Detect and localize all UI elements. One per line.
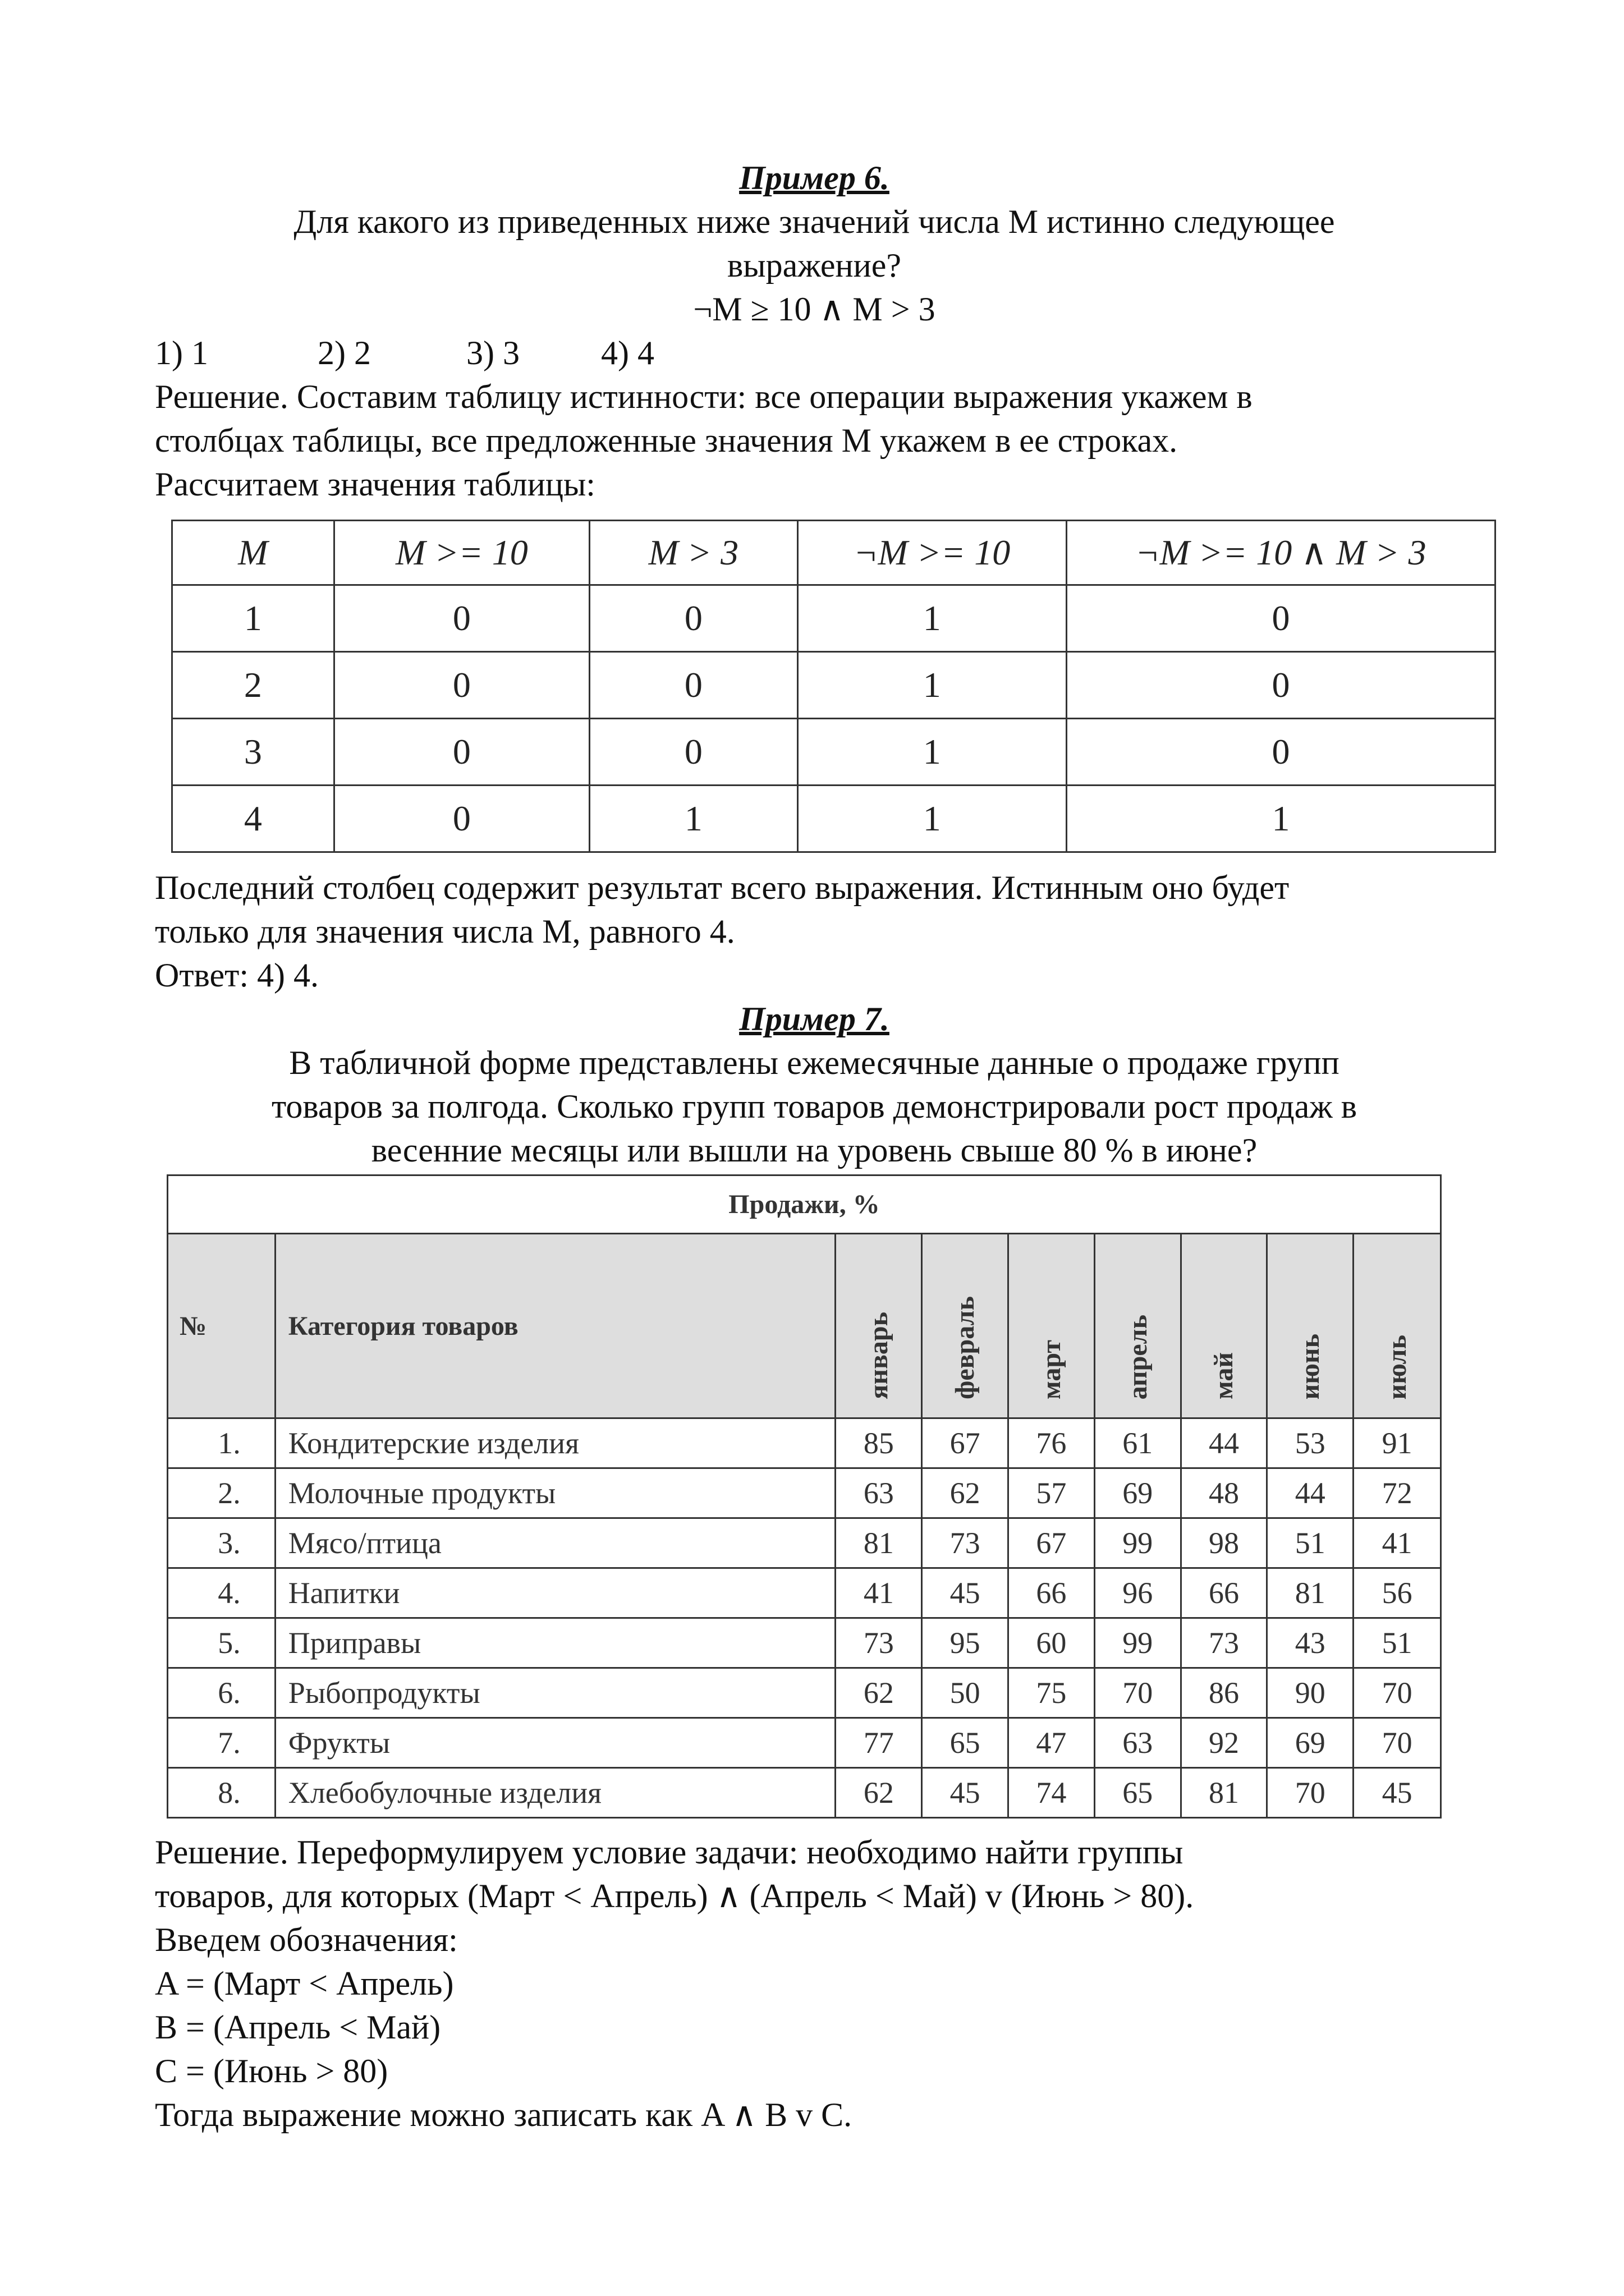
month-label: июнь (1295, 1333, 1325, 1399)
table-cell: 1 (797, 585, 1066, 652)
sales-value: 99 (1094, 1618, 1181, 1668)
sales-value: 61 (1094, 1418, 1181, 1468)
sales-value: 99 (1094, 1518, 1181, 1568)
month-header (1181, 1234, 1267, 1418)
table-cell: 0 (334, 585, 589, 652)
row-number: 1. (168, 1418, 276, 1468)
row-number: 7. (168, 1718, 276, 1768)
sales-value: 65 (1094, 1768, 1181, 1818)
example6-answer: Ответ: 4) 4. (155, 957, 319, 994)
row-number: 5. (168, 1618, 276, 1668)
sales-value: 53 (1267, 1418, 1354, 1468)
sales-value: 48 (1181, 1468, 1267, 1518)
table-cell: 1 (797, 786, 1066, 852)
month-header (1094, 1234, 1181, 1418)
category-name: Напитки (275, 1568, 836, 1618)
table-cell: 0 (334, 652, 589, 719)
sales-table-header-row (168, 1234, 1441, 1418)
table-cell: 0 (1067, 652, 1495, 719)
table-row (168, 1568, 1441, 1618)
sales-value: 45 (922, 1768, 1008, 1818)
sales-table-caption: Продажи, % (168, 1175, 1441, 1234)
sales-value: 98 (1181, 1518, 1267, 1568)
sales-value: 60 (1008, 1618, 1095, 1668)
table-cell: 0 (1067, 585, 1495, 652)
sales-value: 73 (836, 1618, 922, 1668)
sales-value: 45 (922, 1568, 1008, 1618)
sales-value: 63 (1094, 1718, 1181, 1768)
table-row (168, 1618, 1441, 1668)
table-cell: 1 (590, 786, 798, 852)
category-name: Молочные продукты (275, 1468, 836, 1518)
table-cell: 2 (172, 652, 334, 719)
sales-value: 45 (1354, 1768, 1441, 1818)
example6-solution-line3: Рассчитаем значения таблицы: (155, 466, 595, 503)
table-row (168, 1468, 1441, 1518)
table-cell: 1 (797, 719, 1066, 786)
sales-value: 70 (1354, 1668, 1441, 1718)
definition-a: A = (Март < Апрель) (155, 1965, 454, 2002)
truth-table-header: M > 3 (590, 521, 798, 585)
sales-value: 66 (1181, 1568, 1267, 1618)
category-name: Мясо/птица (275, 1518, 836, 1568)
table-row (168, 1768, 1441, 1818)
option-3: 3) 3 (466, 334, 520, 371)
example6-options (155, 331, 1502, 375)
sales-value: 47 (1008, 1718, 1095, 1768)
table-row (168, 1518, 1441, 1568)
sales-value: 43 (1267, 1618, 1354, 1668)
sales-value: 44 (1267, 1468, 1354, 1518)
option-4: 4) 4 (601, 334, 654, 371)
final-expression: Тогда выражение можно записать как A ∧ B v C. (155, 2096, 852, 2133)
table-row (172, 652, 1495, 719)
sales-value: 56 (1354, 1568, 1441, 1618)
row-number: 2. (168, 1468, 276, 1518)
table-row (172, 719, 1495, 786)
example7-solution-line1: Решение. Переформулируем условие задачи: необходимо найти группы (155, 1834, 1183, 1871)
row-number: 4. (168, 1568, 276, 1618)
sales-value: 41 (836, 1568, 922, 1618)
month-header (1267, 1234, 1354, 1418)
sales-value: 81 (1181, 1768, 1267, 1818)
sales-value: 57 (1008, 1468, 1095, 1518)
sales-value: 74 (1008, 1768, 1095, 1818)
month-label: апрель (1122, 1314, 1153, 1399)
example7-question-line2: товаров за полгода. Сколько групп товаров демонстрировали рост продаж в (271, 1088, 1357, 1125)
table-cell: 0 (590, 652, 798, 719)
row-number: 3. (168, 1518, 276, 1568)
sales-value: 65 (922, 1718, 1008, 1768)
sales-value: 81 (836, 1518, 922, 1568)
sales-value: 72 (1354, 1468, 1441, 1518)
option-2: 2) 2 (318, 334, 371, 371)
row-number: 8. (168, 1768, 276, 1818)
example6-solution-line2: столбцах таблицы, все предложенные значения М укажем в ее строках. (155, 422, 1178, 459)
table-cell: 0 (1067, 719, 1495, 786)
truth-table-header: ¬M >= 10 (797, 521, 1066, 585)
month-label: июль (1382, 1334, 1412, 1399)
truth-table-header-row (172, 521, 1495, 585)
sales-value: 50 (922, 1668, 1008, 1718)
sales-value: 69 (1267, 1718, 1354, 1768)
table-cell: 3 (172, 719, 334, 786)
example6-conclusion-line1: Последний столбец содержит результат всего выражения. Истинным оно будет (155, 869, 1290, 906)
table-cell: 1 (1067, 786, 1495, 852)
definition-c: C = (Июнь > 80) (155, 2052, 388, 2090)
sales-value: 62 (836, 1668, 922, 1718)
month-header (922, 1234, 1008, 1418)
sales-value: 96 (1094, 1568, 1181, 1618)
sales-value: 73 (1181, 1618, 1267, 1668)
column-number-header: № (168, 1234, 276, 1418)
sales-value: 41 (1354, 1518, 1441, 1568)
sales-value: 66 (1008, 1568, 1095, 1618)
table-cell: 0 (590, 719, 798, 786)
table-row (172, 786, 1495, 852)
table-cell: 0 (334, 719, 589, 786)
example6-conclusion-line2: только для значения числа М, равного 4. (155, 913, 735, 950)
table-row (168, 1668, 1441, 1718)
sales-value: 85 (836, 1418, 922, 1468)
sales-value: 51 (1354, 1618, 1441, 1668)
sales-value: 63 (836, 1468, 922, 1518)
month-label: февраль (950, 1296, 980, 1399)
sales-value: 70 (1267, 1768, 1354, 1818)
sales-value: 77 (836, 1718, 922, 1768)
option-1: 1) 1 (155, 334, 208, 371)
category-name: Кондитерские изделия (275, 1418, 836, 1468)
truth-table-header: M (172, 521, 334, 585)
example6-solution-line1: Решение. Составим таблицу истинности: все операции выражения укажем в (155, 378, 1253, 415)
example7-solution-line2: товаров, для которых (Март < Апрель) ∧ (Апрель < Май) v (Июнь > 80). (155, 1877, 1194, 1914)
sales-table (167, 1174, 1442, 1819)
sales-value: 70 (1094, 1668, 1181, 1718)
table-cell: 0 (590, 585, 798, 652)
example6-question-line1: Для какого из приведенных ниже значений числа М истинно следующее (293, 203, 1335, 240)
table-cell: 1 (172, 585, 334, 652)
category-name: Хлебобулочные изделия (275, 1768, 836, 1818)
sales-value: 81 (1267, 1568, 1354, 1618)
example7-question-line3: весенние месяцы или вышли на уровень свыше 80 % в июне? (371, 1132, 1258, 1169)
category-name: Фрукты (275, 1718, 836, 1768)
table-cell: 1 (797, 652, 1066, 719)
sales-value: 86 (1181, 1668, 1267, 1718)
sales-value: 69 (1094, 1468, 1181, 1518)
row-number: 6. (168, 1668, 276, 1718)
table-row (168, 1418, 1441, 1468)
sales-value: 62 (836, 1768, 922, 1818)
table-cell: 4 (172, 786, 334, 852)
column-category-header: Категория товаров (275, 1234, 836, 1418)
example7-question-line1: В табличной форме представлены ежемесячные данные о продаже групп (289, 1044, 1339, 1081)
month-header (1008, 1234, 1095, 1418)
sales-value: 76 (1008, 1418, 1095, 1468)
example6-heading: Пример 6. (739, 159, 889, 196)
truth-table (171, 520, 1496, 853)
truth-table-header: M >= 10 (334, 521, 589, 585)
month-label: март (1036, 1339, 1066, 1399)
category-name: Рыбопродукты (275, 1668, 836, 1718)
sales-value: 90 (1267, 1668, 1354, 1718)
category-name: Приправы (275, 1618, 836, 1668)
sales-value: 92 (1181, 1718, 1267, 1768)
month-label: май (1209, 1352, 1239, 1399)
example7-solution-line3: Введем обозначения: (155, 1921, 458, 1958)
sales-value: 73 (922, 1518, 1008, 1568)
sales-value: 91 (1354, 1418, 1441, 1468)
month-header (1354, 1234, 1441, 1418)
example6-question-line2: выражение? (727, 247, 902, 284)
sales-value: 70 (1354, 1718, 1441, 1768)
sales-value: 75 (1008, 1668, 1095, 1718)
sales-value: 44 (1181, 1418, 1267, 1468)
example7-heading: Пример 7. (739, 1000, 889, 1037)
table-row (168, 1718, 1441, 1768)
definition-b: B = (Апрель < Май) (155, 2009, 441, 2046)
sales-value: 51 (1267, 1518, 1354, 1568)
sales-value: 95 (922, 1618, 1008, 1668)
truth-table-header: ¬M >= 10 ∧ M > 3 (1067, 521, 1495, 585)
table-row (172, 585, 1495, 652)
table-cell: 0 (334, 786, 589, 852)
month-label: январь (864, 1312, 894, 1399)
month-header (836, 1234, 922, 1418)
sales-value: 62 (922, 1468, 1008, 1518)
sales-value: 67 (922, 1418, 1008, 1468)
sales-value: 67 (1008, 1518, 1095, 1568)
example6-expression: ¬M ≥ 10 ∧ M > 3 (693, 291, 935, 328)
